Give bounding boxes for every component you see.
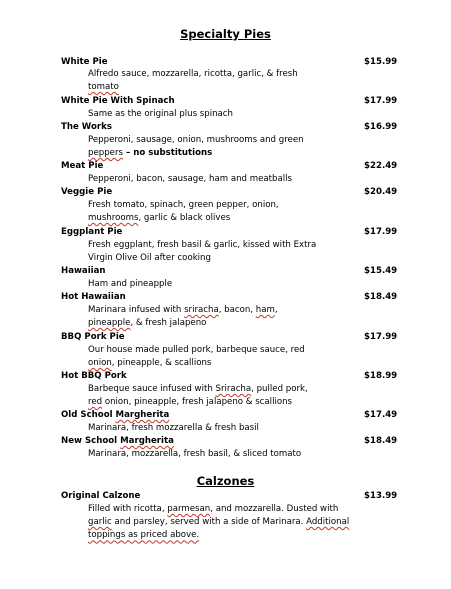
item-description (88, 134, 388, 160)
item-price: $13.99 (364, 491, 398, 501)
item-description (88, 199, 388, 225)
description-word: ham (255, 305, 275, 315)
description-text: onion, pineapple, fresh jalapeno & scallions (102, 397, 293, 408)
description-text: , pineapple, & scallions (111, 358, 212, 369)
item-name: Veggie Pie (61, 187, 113, 197)
description-word: Additional (306, 517, 350, 528)
item-price: $15.99 (364, 57, 398, 67)
item-description (88, 173, 388, 186)
item-name (61, 436, 174, 446)
item-name: Eggplant Pie (61, 227, 123, 237)
item-name-prefix: New School (61, 436, 121, 446)
description-word: peppers (88, 148, 123, 159)
item-description (88, 278, 388, 291)
item-name: White Pie (61, 57, 108, 67)
description-word: sriracha (184, 305, 219, 315)
description-text: Marinara infused with (88, 305, 185, 315)
description-word: parmesan (167, 504, 211, 514)
description-line: Our house made pulled pork, barbeque sauce, red (88, 345, 305, 355)
description-line: Marinara, fresh mozzarella & fresh basil (88, 423, 259, 433)
description-text: Barbeque sauce infused with (88, 384, 216, 394)
description-line: Fresh eggplant, fresh basil & garlic, kissed with Extra (88, 240, 317, 250)
description-text: , bacon, (218, 305, 256, 315)
item-name: Original Calzone (61, 491, 141, 501)
item-description (88, 108, 388, 121)
section-title-calzones: Calzones (196, 474, 255, 488)
item-name-prefix: Old School (61, 410, 116, 420)
item-price: $17.99 (364, 332, 398, 342)
description-note: – no substitutions (122, 148, 213, 159)
description-text: , pulled pork, (251, 384, 308, 394)
description-word: red (88, 397, 103, 408)
description-word: toppings as priced above. (88, 530, 200, 541)
item-description (88, 304, 388, 330)
item-price: $17.49 (364, 410, 398, 420)
description-text: , garlic & black olives (138, 213, 231, 224)
item-name-word: Margherita (120, 436, 174, 446)
item-price: $18.99 (364, 371, 398, 381)
description-word: tomato (88, 82, 119, 93)
item-price: $15.49 (364, 266, 398, 276)
description-word: garlic (88, 517, 112, 528)
item-description (88, 448, 388, 461)
description-word: Sriracha (215, 384, 252, 394)
section-title-specialty-pies: Specialty Pies (180, 27, 271, 41)
item-price: $17.99 (364, 227, 398, 237)
description-line: Pepperoni, bacon, sausage, ham and meatballs (88, 174, 292, 184)
item-description (88, 422, 388, 435)
item-description (88, 503, 388, 543)
description-line: Same as the original plus spinach (88, 109, 233, 119)
description-text: , & fresh jalapeno (130, 318, 207, 329)
item-name: The Works (61, 122, 112, 132)
item-name (61, 410, 169, 420)
description-line: Fresh tomato, spinach, green pepper, onion, (88, 200, 279, 210)
item-description (88, 344, 388, 370)
description-line: Ham and pineapple (88, 279, 173, 289)
item-price: $16.99 (364, 122, 398, 132)
item-price: $20.49 (364, 187, 398, 197)
description-word: onion (88, 358, 112, 369)
item-name: Hawaiian (61, 266, 106, 276)
item-description (88, 68, 388, 94)
description-line: Marinara, mozzarella, fresh basil, & sliced tomato (88, 449, 302, 459)
item-name: White Pie With Spinach (61, 96, 175, 106)
item-name: Meat Pie (61, 161, 104, 171)
item-description (88, 239, 388, 265)
description-text: and parsley, served with a side of Marinara. (111, 517, 307, 528)
item-name: Hot BBQ Pork (61, 371, 127, 381)
description-text: Filled with ricotta, (88, 504, 168, 514)
description-word: pineapple (88, 318, 131, 329)
description-text: , (274, 305, 278, 315)
description-line: Virgin Olive Oil after cooking (88, 253, 211, 264)
item-name: BBQ Pork Pie (61, 332, 125, 342)
item-price: $18.49 (364, 292, 398, 302)
description-line: Pepperoni, sausage, onion, mushrooms and green (88, 135, 304, 145)
item-name: Hot Hawaiian (61, 292, 126, 302)
item-description (88, 383, 388, 409)
item-name-word: Margherita (115, 410, 170, 420)
item-price: $18.49 (364, 436, 398, 446)
description-line: Alfredo sauce, mozzarella, ricotta, garlic, & fresh (88, 69, 298, 79)
description-word: mushrooms (88, 213, 139, 224)
description-text: , and mozzarella. Dusted with (210, 504, 339, 514)
item-price: $22.49 (364, 161, 398, 171)
item-price: $17.99 (364, 96, 398, 106)
